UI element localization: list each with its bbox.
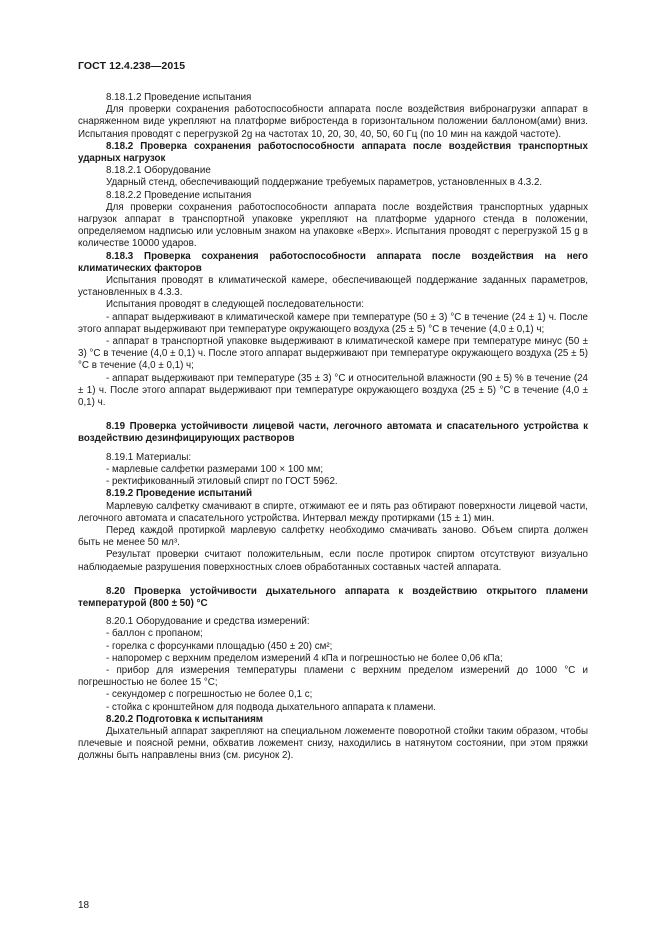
subsection-line: - ректификованный этиловый спирт по ГОСТ 5962. bbox=[106, 476, 338, 488]
subsection-line: - баллон с пропаном; bbox=[106, 628, 203, 640]
spacer bbox=[78, 409, 588, 421]
subsection-line: 8.18.2.2 Проведение испытания bbox=[106, 189, 252, 201]
paragraph: Ударный стенд, обеспечивающий поддержание требуемых параметров, установленных в 4.3.2. bbox=[106, 177, 543, 189]
page-number: 18 bbox=[78, 900, 90, 911]
paragraph: Испытания проводят в климатической камере, обеспечивающей поддержание заданных параметров, установленных в 4.3.3. bbox=[78, 275, 588, 299]
section-heading: 8.18.2 Проверка сохранения работоспособности аппарата после воздействия транспортных ударных нагрузок bbox=[78, 140, 588, 165]
paragraph: - аппарат выдерживают при температуре (35 ± 3) °С и относительной влажности (90 ± 5) % в течение (24 ± 1) ч. После этого аппарат выдерживают при температуре окружающего воздуха (25 ± 5) °С в течение (4,0 ± 0,1) ч. bbox=[78, 372, 588, 409]
paragraph: Перед каждой протиркой марлевую салфетку необходимо смачивать заново. Объем спирта должен быть не менее 50 мл³. bbox=[78, 524, 588, 549]
section-heading: 8.18.3 Проверка сохранения работоспособности аппарата после воздействия на него климатических факторов bbox=[78, 250, 588, 274]
paragraph: Испытания проводят в следующей последовательности: bbox=[106, 299, 364, 311]
paragraph: - прибор для измерения температуры пламени с верхним пределом измерений до 1000 °С и погрешностью не более 15 °С; bbox=[78, 664, 588, 689]
paragraph: - аппарат в транспортной упаковке выдерживают в климатической камере при температуре минус (50 ± 3) °С в течение (4,0 ± 0,1) ч. После этого аппарат выдерживают при температуре окружающего воздуха (25 ± 5) °С в течение (4,0 ± 0,1) ч; bbox=[78, 336, 588, 372]
paragraph: Для проверки сохранения работоспособности аппарата после воздействия транспортных ударных нагрузок аппарат в транспортной упаковке укрепляют на платформе ударного стенда в положении, определяемом надписью или условным знаком на упаковке «Верх». Испытания проводят с перегрузкой 15 g в количестве 10000 ударов. bbox=[78, 201, 588, 250]
subsection-line: 8.18.2.1 Оборудование bbox=[106, 165, 211, 177]
subsection-line: - стойка с кронштейном для подвода дыхательного аппарата к пламени. bbox=[106, 701, 436, 713]
subsection-line: 8.19.1 Материалы: bbox=[106, 451, 192, 463]
paragraph: Марлевую салфетку смачивают в спирте, отжимают ее и пять раз обтирают поверхности лицевой части, легочного автомата и спасательного устройства. Интервал между протирками (15 ± 1) мин. bbox=[78, 500, 588, 524]
document-body bbox=[78, 92, 588, 763]
paragraph: - аппарат выдерживают в климатической камере при температуре (50 ± 3) °С в течение (24 ± 1) ч. После этого аппарат выдерживают при температуре окружающего воздуха (25 ± 5) °С в течение (4,0 ± 0,1) ч; bbox=[78, 311, 588, 335]
paragraph: Дыхательный аппарат закрепляют на специальном ложементе поворотной стойки таким образом, чтобы плечевые и поясной ремни, обхватив ложемент снизу, находились в натянутом состоянии, при этом пряжки должны быть направлены вниз (см. рисунок 2). bbox=[78, 725, 588, 762]
subsection-line: - секундомер с погрешностью не более 0,1 с; bbox=[106, 689, 313, 701]
page-header: ГОСТ 12.4.238—2015 bbox=[78, 60, 186, 72]
paragraph: Результат проверки считают положительным, если после протирок спиртом отсутствуют визуально наблюдаемые разрушения поверхностных слоев обработанных составных частей аппарата. bbox=[78, 549, 588, 573]
section-heading: 8.19 Проверка устойчивости лицевой части, легочного автомата и спасательного устройства к воздействию дезинфицирующих растворов bbox=[78, 421, 588, 445]
subsection-line: - марлевые салфетки размерами 100 × 100 мм; bbox=[106, 463, 324, 475]
subsection-line: 8.18.1.2 Проведение испытания bbox=[106, 92, 252, 103]
paragraph: Для проверки сохранения работоспособности аппарата после воздействия вибронагрузки аппарат в снаряженном виде укрепляют на платформе вибростенда в горизонтальном положении баллоном(ами) вниз. Испытания проводят с перегрузкой 2g на частотах 10, 20, 30, 40, 50, 60 Гц (по 10 мин на каждой частоте). bbox=[78, 104, 588, 140]
section-heading: 8.20 Проверка устойчивости дыхательного аппарата к воздействию открытого пламени температурой (800 ± 50) °С bbox=[78, 585, 588, 609]
section-heading: 8.20.2 Подготовка к испытаниям bbox=[106, 713, 264, 725]
subsection-line: 8.20.1 Оборудование и средства измерений: bbox=[106, 616, 310, 628]
subsection-line: - напоромер с верхним пределом измерений 4 кПа и погрешностью не более 0,06 кПа; bbox=[106, 652, 503, 664]
subsection-line: - горелка с форсунками площадью (450 ± 20) см²; bbox=[106, 640, 333, 652]
spacer bbox=[78, 574, 588, 586]
section-heading: 8.19.2 Проведение испытаний bbox=[106, 488, 253, 500]
